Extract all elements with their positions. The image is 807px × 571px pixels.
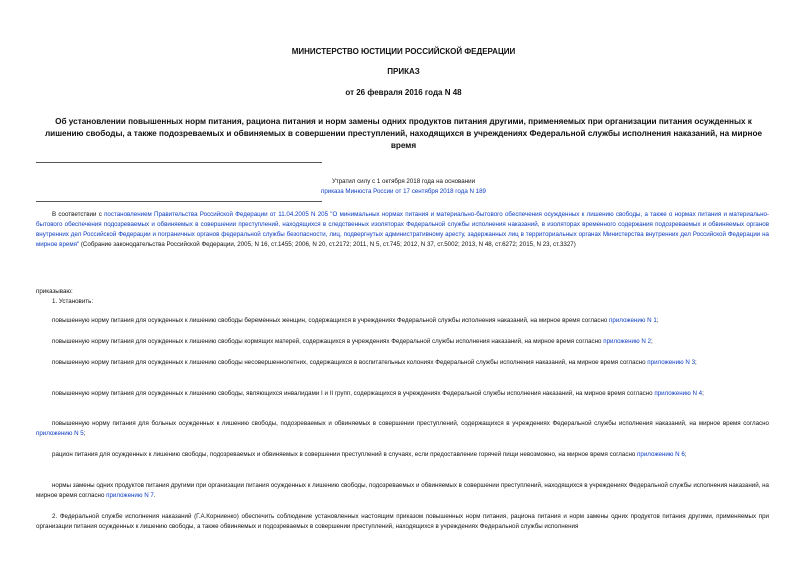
item-norm-disabled: повышенную норму питания для осужденных к лишению свободы, являющихся инвалидами I и II групп, содержащихся в учреждениях Федеральной службы исполнения наказаний, на мирное время согласно приложению N 4; (52, 390, 704, 397)
lost-force-text: Утратил силу с 1 октября 2018 года на основании (331, 178, 476, 185)
preamble-end: (Собрание законодательства Российской Федерации, 2005, N 16, ст.1455; 2006, N 20, ст.2172; 2011, N 5, ст.745; 2012, N 37, ст.5002; 2013, N 48, ст.6272; 2015, N 23, ст.3327) (79, 241, 576, 248)
document-title: Об установлении повышенных норм питания, рациона питания и норм замены одних продуктов питания другими, применяемых при организации питания осужденных к лишению свободы, а также подозреваемых и обвиняемых в совершении преступлений, находящихся в учреждениях Федеральной службы исполнения наказаний, на мирное время (44, 117, 763, 150)
preamble-start: В соответствии с (52, 211, 105, 218)
divider-bottom (36, 201, 322, 202)
lost-force-link[interactable]: приказа Минюста России от 17 сентября 2018 года N 189 (320, 188, 487, 195)
government-decree-link[interactable]: постановлением Правительства Российской Федерации от 11.04.2005 N 205 "О минимальных нормах питания и материально-бытового обеспечения осужденных к лишению свободы, а также о нормах питания и материально-бытового обеспечения подозреваемых и обвиняемых в совершении преступлений, находящихся в следственных изоляторах Федеральной службы исполнения наказаний, в изоляторах временного содержания подозреваемых и обвиняемых органов внутренних дел Российской Федерации и пограничных органов федеральной службы безопасности, лиц, подвергнутых административному аресту, задержанных лиц в территориальных органах Министерства внутренних дел Российской Федерации на мирное время" (36, 211, 770, 248)
item-norm-pregnant: повышенную норму питания для осужденных к лишению свободы беременных женщин, содержащихся в учреждениях Федеральной службы исполнения наказаний, на мирное время согласно приложению N 1; (52, 317, 659, 324)
appendix-2-link[interactable]: приложению N 2 (603, 338, 651, 345)
item-norm-minors: повышенную норму питания для осужденных к лишению свободы несовершеннолетних, содержащихся в воспитательных колониях Федеральной службы исполнения наказаний, на мирное время согласно приложению N 3; (52, 359, 697, 366)
appendix-4-link[interactable]: приложению N 4 (654, 390, 703, 397)
doc-type-heading: ПРИКАЗ (387, 67, 420, 76)
order-word: приказываю: (36, 288, 73, 295)
divider-top (36, 162, 322, 163)
appendix-1-link[interactable]: приложению N 1 (609, 317, 657, 324)
appendix-5-link[interactable]: приложению N 5 (36, 430, 84, 437)
appendix-3-link[interactable]: приложению N 3 (647, 359, 696, 366)
appendix-6-link[interactable]: приложению N 6 (637, 451, 685, 458)
appendix-7-link[interactable]: приложению N 7 (106, 492, 154, 499)
item-1-heading: 1. Установить: (52, 298, 94, 305)
preamble-paragraph (36, 210, 769, 250)
ministry-heading: МИНИСТЕРСТВО ЮСТИЦИИ РОССИЙСКОЙ ФЕДЕРАЦИИ (291, 47, 516, 56)
item-ration-no-hot-food: рацион питания для осужденных к лишению свободы, подозреваемых и обвиняемых в совершении преступлений в случаях, если предоставление горячей пищи невозможно, на мирное время согласно приложению N 6; (52, 451, 687, 458)
item-2-paragraph: 2. Федеральной службе исполнения наказаний (Г.А.Корниенко) обеспечить соблюдение установленных настоящим приказом повышенных норм питания, рациона питания и норм замены одних продуктов питания другими, применяемых при организации питания осужденных к лишению свободы, а также обвиняемых и подозреваемых в совершении преступлений, находящихся в учреждениях Федеральной службы исполнения (36, 513, 769, 530)
lost-force-note (0, 177, 807, 197)
item-norm-sick: повышенную норму питания для больных осужденных к лишению свободы, подозреваемых и обвиняемых в совершении преступлений, содержащихся в учреждениях Федеральной службы исполнения наказаний, на мирное время согласно приложению N 5; (36, 420, 769, 437)
item-norm-nursing: повышенную норму питания для осужденных к лишению свободы кормящих матерей, содержащихся в учреждениях Федеральной службы исполнения наказаний, на мирное время согласно приложению N 2; (52, 338, 653, 345)
item-substitution-norms: нормы замены одних продуктов питания другими при организации питания осужденных к лишению свободы, подозреваемых и обвиняемых в совершении преступлений, находящихся в учреждениях Федеральной службы исполнения наказаний, на мирное время согласно приложению N 7. (36, 482, 769, 499)
date-number-heading: от 26 февраля 2016 года N 48 (345, 88, 462, 97)
